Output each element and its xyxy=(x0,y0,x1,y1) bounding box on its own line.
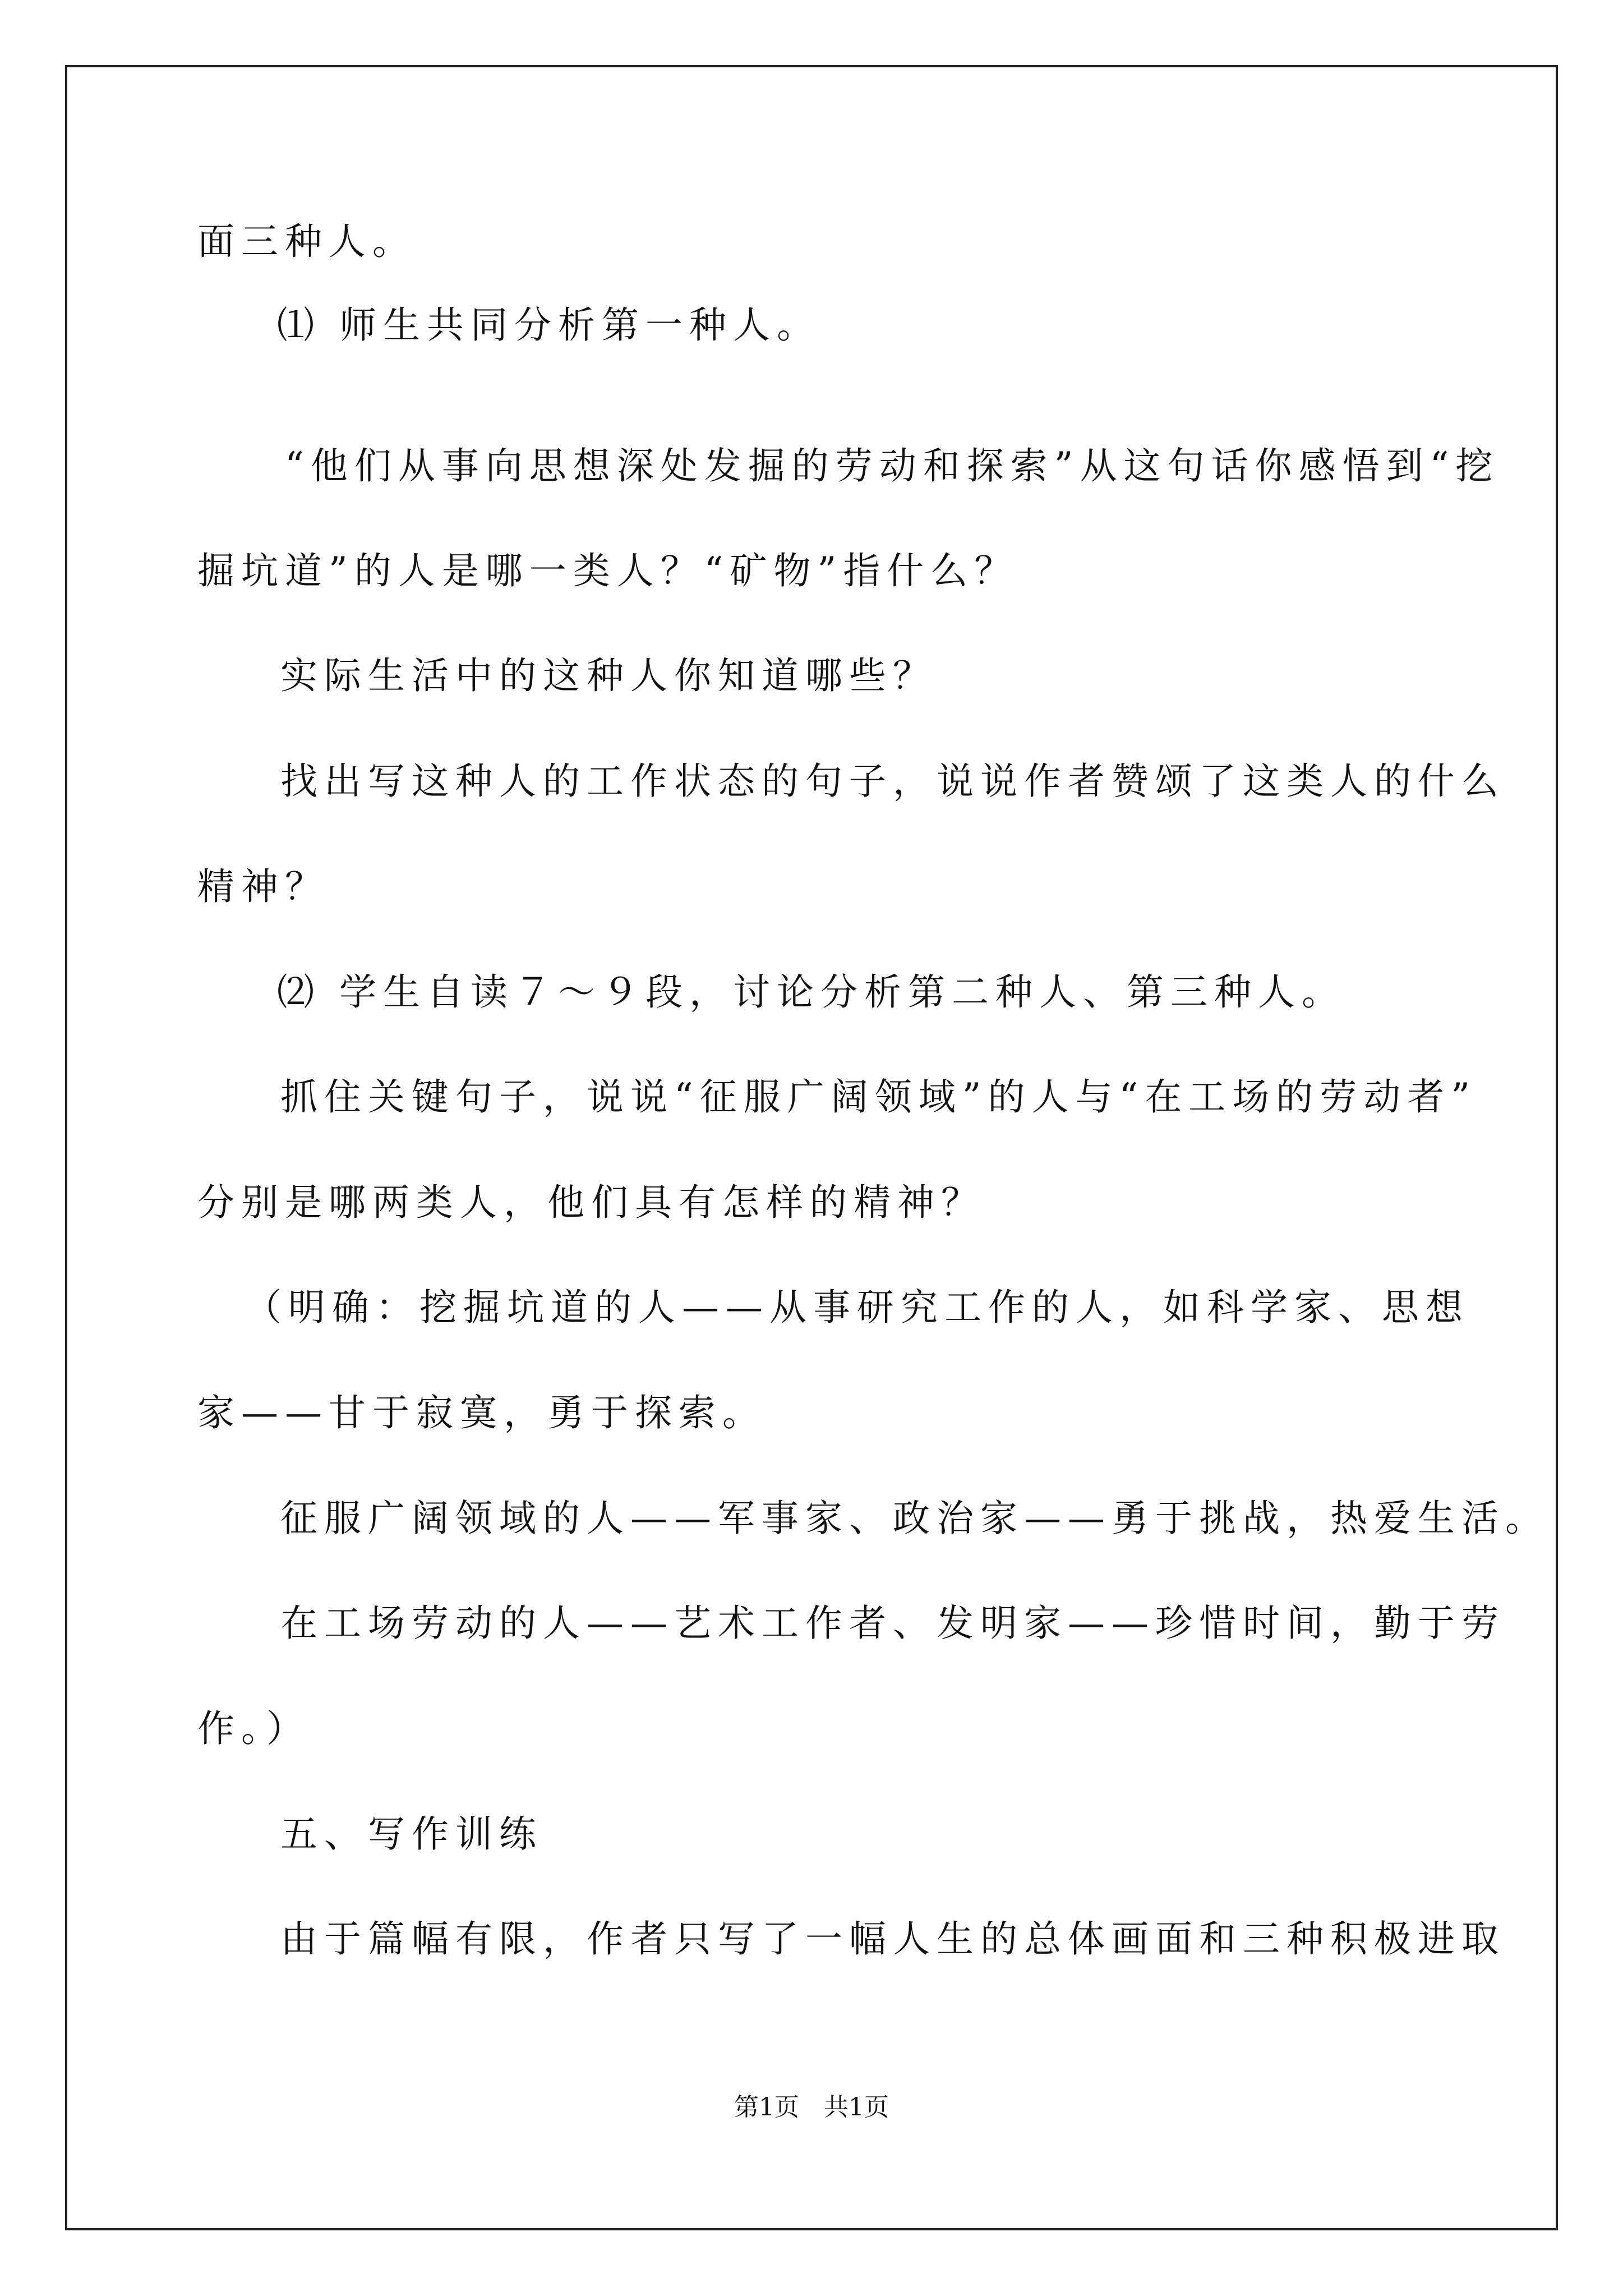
text-line: 实际生活中的这种人你知道哪些？ xyxy=(280,654,937,697)
text-line: 精神？ xyxy=(197,865,329,908)
text-line: ⑵ 学生自读７～９段，讨论分析第二种人、第三种人。 xyxy=(277,970,1345,1014)
text-line: 掘坑道”的人是哪一类人？“矿物”指什么？ xyxy=(197,549,1018,592)
text-line: 抓住关键句子，说说“征服广阔领域”的人与“在工场的劳动者” xyxy=(280,1075,1477,1119)
text-line: （明确：挖掘坑道的人——从事研究工作的人，如科学家、思想 xyxy=(245,1286,1469,1329)
text-line: 分别是哪两类人，他们具有怎样的精神？ xyxy=(197,1181,985,1224)
page-number-footer: 第1页 共1页 xyxy=(734,2093,889,2122)
page-border xyxy=(65,65,1558,2230)
text-line: 由于篇幅有限，作者只写了一幅人生的总体画面和三种积极进取 xyxy=(280,1917,1505,1961)
text-line: 五、写作训练 xyxy=(280,1812,543,1856)
text-line: 在工场劳动的人——艺术工作者、发明家——珍惜时间，勤于劳 xyxy=(280,1602,1505,1645)
text-line: 征服广阔领域的人——军事家、政治家——勇于挑战，热爱生活。 xyxy=(280,1497,1549,1540)
text-line: 作。） xyxy=(197,1707,310,1750)
text-line: 找出写这种人的工作状态的句子，说说作者赞颂了这类人的什么 xyxy=(280,760,1505,803)
text-line: ⑴ 师生共同分析第一种人。 xyxy=(277,303,820,347)
text-line: 家——甘于寂寞，勇于探索。 xyxy=(197,1391,766,1434)
text-line: 面三种人。 xyxy=(197,220,416,263)
text-line: “他们从事向思想深处发掘的劳动和探索”从这句话你感悟到“挖 xyxy=(285,444,1500,487)
